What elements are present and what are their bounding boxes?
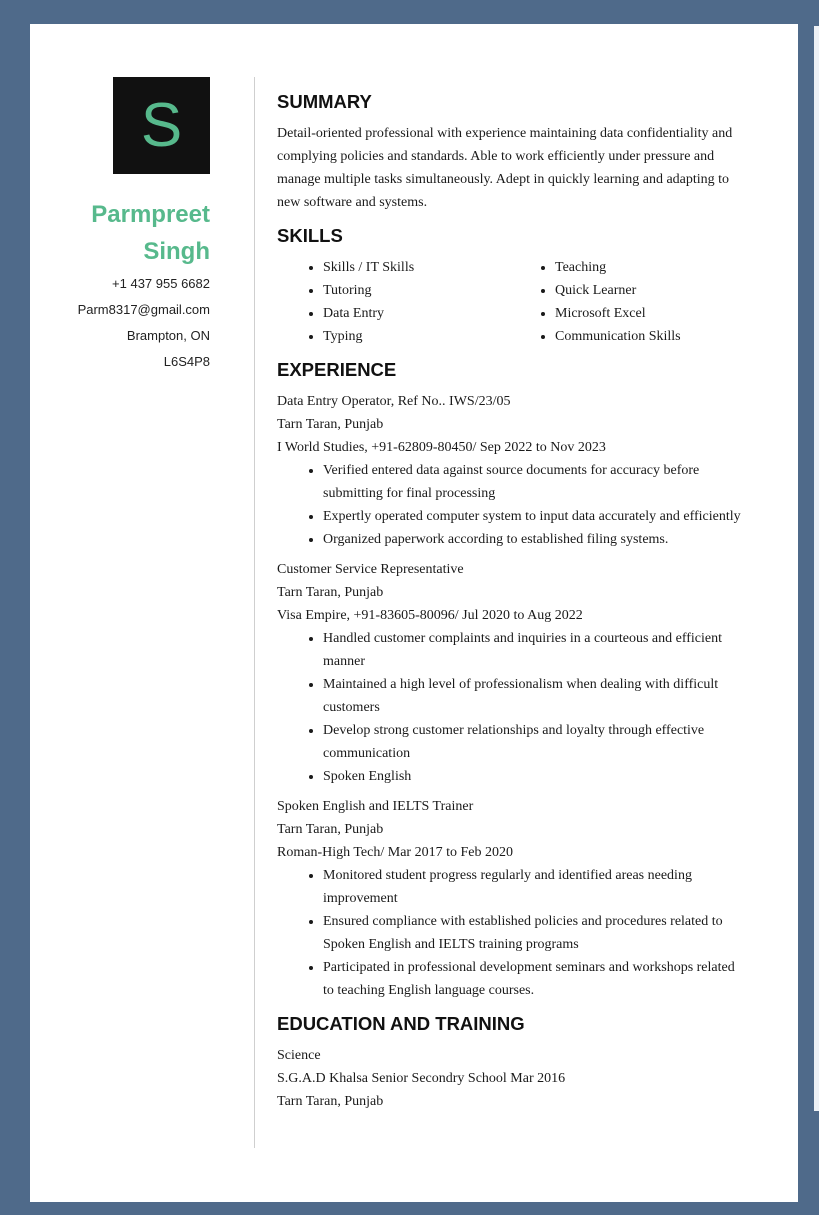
- duty-item: • Ensured compliance with established policies and procedures related to Spoken English and IELTS training programs: [323, 910, 747, 956]
- summary-heading: SUMMARY: [277, 91, 372, 112]
- job-duties: [277, 627, 747, 788]
- job-entry: [277, 558, 747, 788]
- education-heading: EDUCATION AND TRAINING: [277, 1013, 525, 1034]
- skill-item: • Teaching: [555, 256, 741, 279]
- education-location: Tarn Taran, Punjab: [277, 1094, 384, 1109]
- job-location: Tarn Taran, Punjab: [277, 822, 384, 837]
- skill-item: • Quick Learner: [555, 279, 741, 302]
- summary-section: [277, 88, 747, 214]
- skills-list-right: [509, 256, 741, 348]
- adjacent-page-edge: [814, 26, 819, 1111]
- education-school-date: S.G.A.D Khalsa Senior Secondry School Mar 2016: [277, 1071, 566, 1086]
- candidate-name: Parmpreet Singh: [91, 201, 210, 265]
- skill-item: • Typing: [323, 325, 509, 348]
- duty-item: • Maintained a high level of professionalism when dealing with difficult customers: [323, 673, 747, 719]
- education-field: Science: [277, 1048, 321, 1063]
- skill-item: • Communication Skills: [555, 325, 741, 348]
- job-employer-dates: Visa Empire, +91-83605-80096/ Jul 2020 to Aug 2022: [277, 608, 583, 623]
- skills-columns: [277, 256, 747, 348]
- job-entry: [277, 795, 747, 1002]
- duty-item: • Participated in professional development seminars and workshops related to teaching English language courses.: [323, 956, 747, 1002]
- skill-item: • Microsoft Excel: [555, 302, 741, 325]
- skills-heading: SKILLS: [277, 225, 343, 246]
- job-entry: [277, 390, 747, 551]
- monogram-avatar: S: [113, 77, 210, 174]
- job-employer-dates: I World Studies, +91-62809-80450/ Sep 2022 to Nov 2023: [277, 440, 606, 455]
- skill-item: • Data Entry: [323, 302, 509, 325]
- skill-item: • Skills / IT Skills: [323, 256, 509, 279]
- summary-text: Detail-oriented professional with experience maintaining data confidentiality and complying policies and standards. Able to work efficiently under pressure and manage multiple tasks simultaneously. Adept in quickly learning and adapting to new software and systems.: [277, 126, 733, 210]
- skill-item: • Tutoring: [323, 279, 509, 302]
- duty-item: • Spoken English: [323, 765, 747, 788]
- experience-section: [277, 356, 747, 1002]
- skills-list-left: [277, 256, 509, 348]
- job-title: Customer Service Representative: [277, 562, 464, 577]
- skills-section: [277, 222, 747, 348]
- job-location: Tarn Taran, Punjab: [277, 417, 384, 432]
- duty-item: • Monitored student progress regularly and identified areas needing improvement: [323, 864, 747, 910]
- postal-code: L6S4P8: [163, 354, 210, 369]
- job-title: Spoken English and IELTS Trainer: [277, 799, 474, 814]
- duty-item: • Verified entered data against source documents for accuracy before submitting for final processing: [323, 459, 747, 505]
- job-duties: [277, 864, 747, 1002]
- job-employer-dates: Roman-High Tech/ Mar 2017 to Feb 2020: [277, 845, 513, 860]
- duty-item: • Develop strong customer relationships and loyalty through effective communication: [323, 719, 747, 765]
- job-location: Tarn Taran, Punjab: [277, 585, 384, 600]
- job-duties: [277, 459, 747, 551]
- experience-heading: EXPERIENCE: [277, 359, 397, 380]
- duty-item: • Expertly operated computer system to input data accurately and efficiently: [323, 505, 747, 528]
- duty-item: • Organized paperwork according to established filing systems.: [323, 528, 747, 551]
- phone-number: +1 437 955 6682: [112, 276, 210, 291]
- column-divider: [254, 77, 255, 1148]
- job-title: Data Entry Operator, Ref No.. IWS/23/05: [277, 394, 511, 409]
- duty-item: • Handled customer complaints and inquiries in a courteous and efficient manner: [323, 627, 747, 673]
- city: Brampton, ON: [126, 328, 210, 343]
- education-section: [277, 1010, 747, 1113]
- email-address: Parm8317@gmail.com: [77, 302, 210, 317]
- main-content: [277, 88, 747, 1121]
- contact-info: [60, 271, 210, 375]
